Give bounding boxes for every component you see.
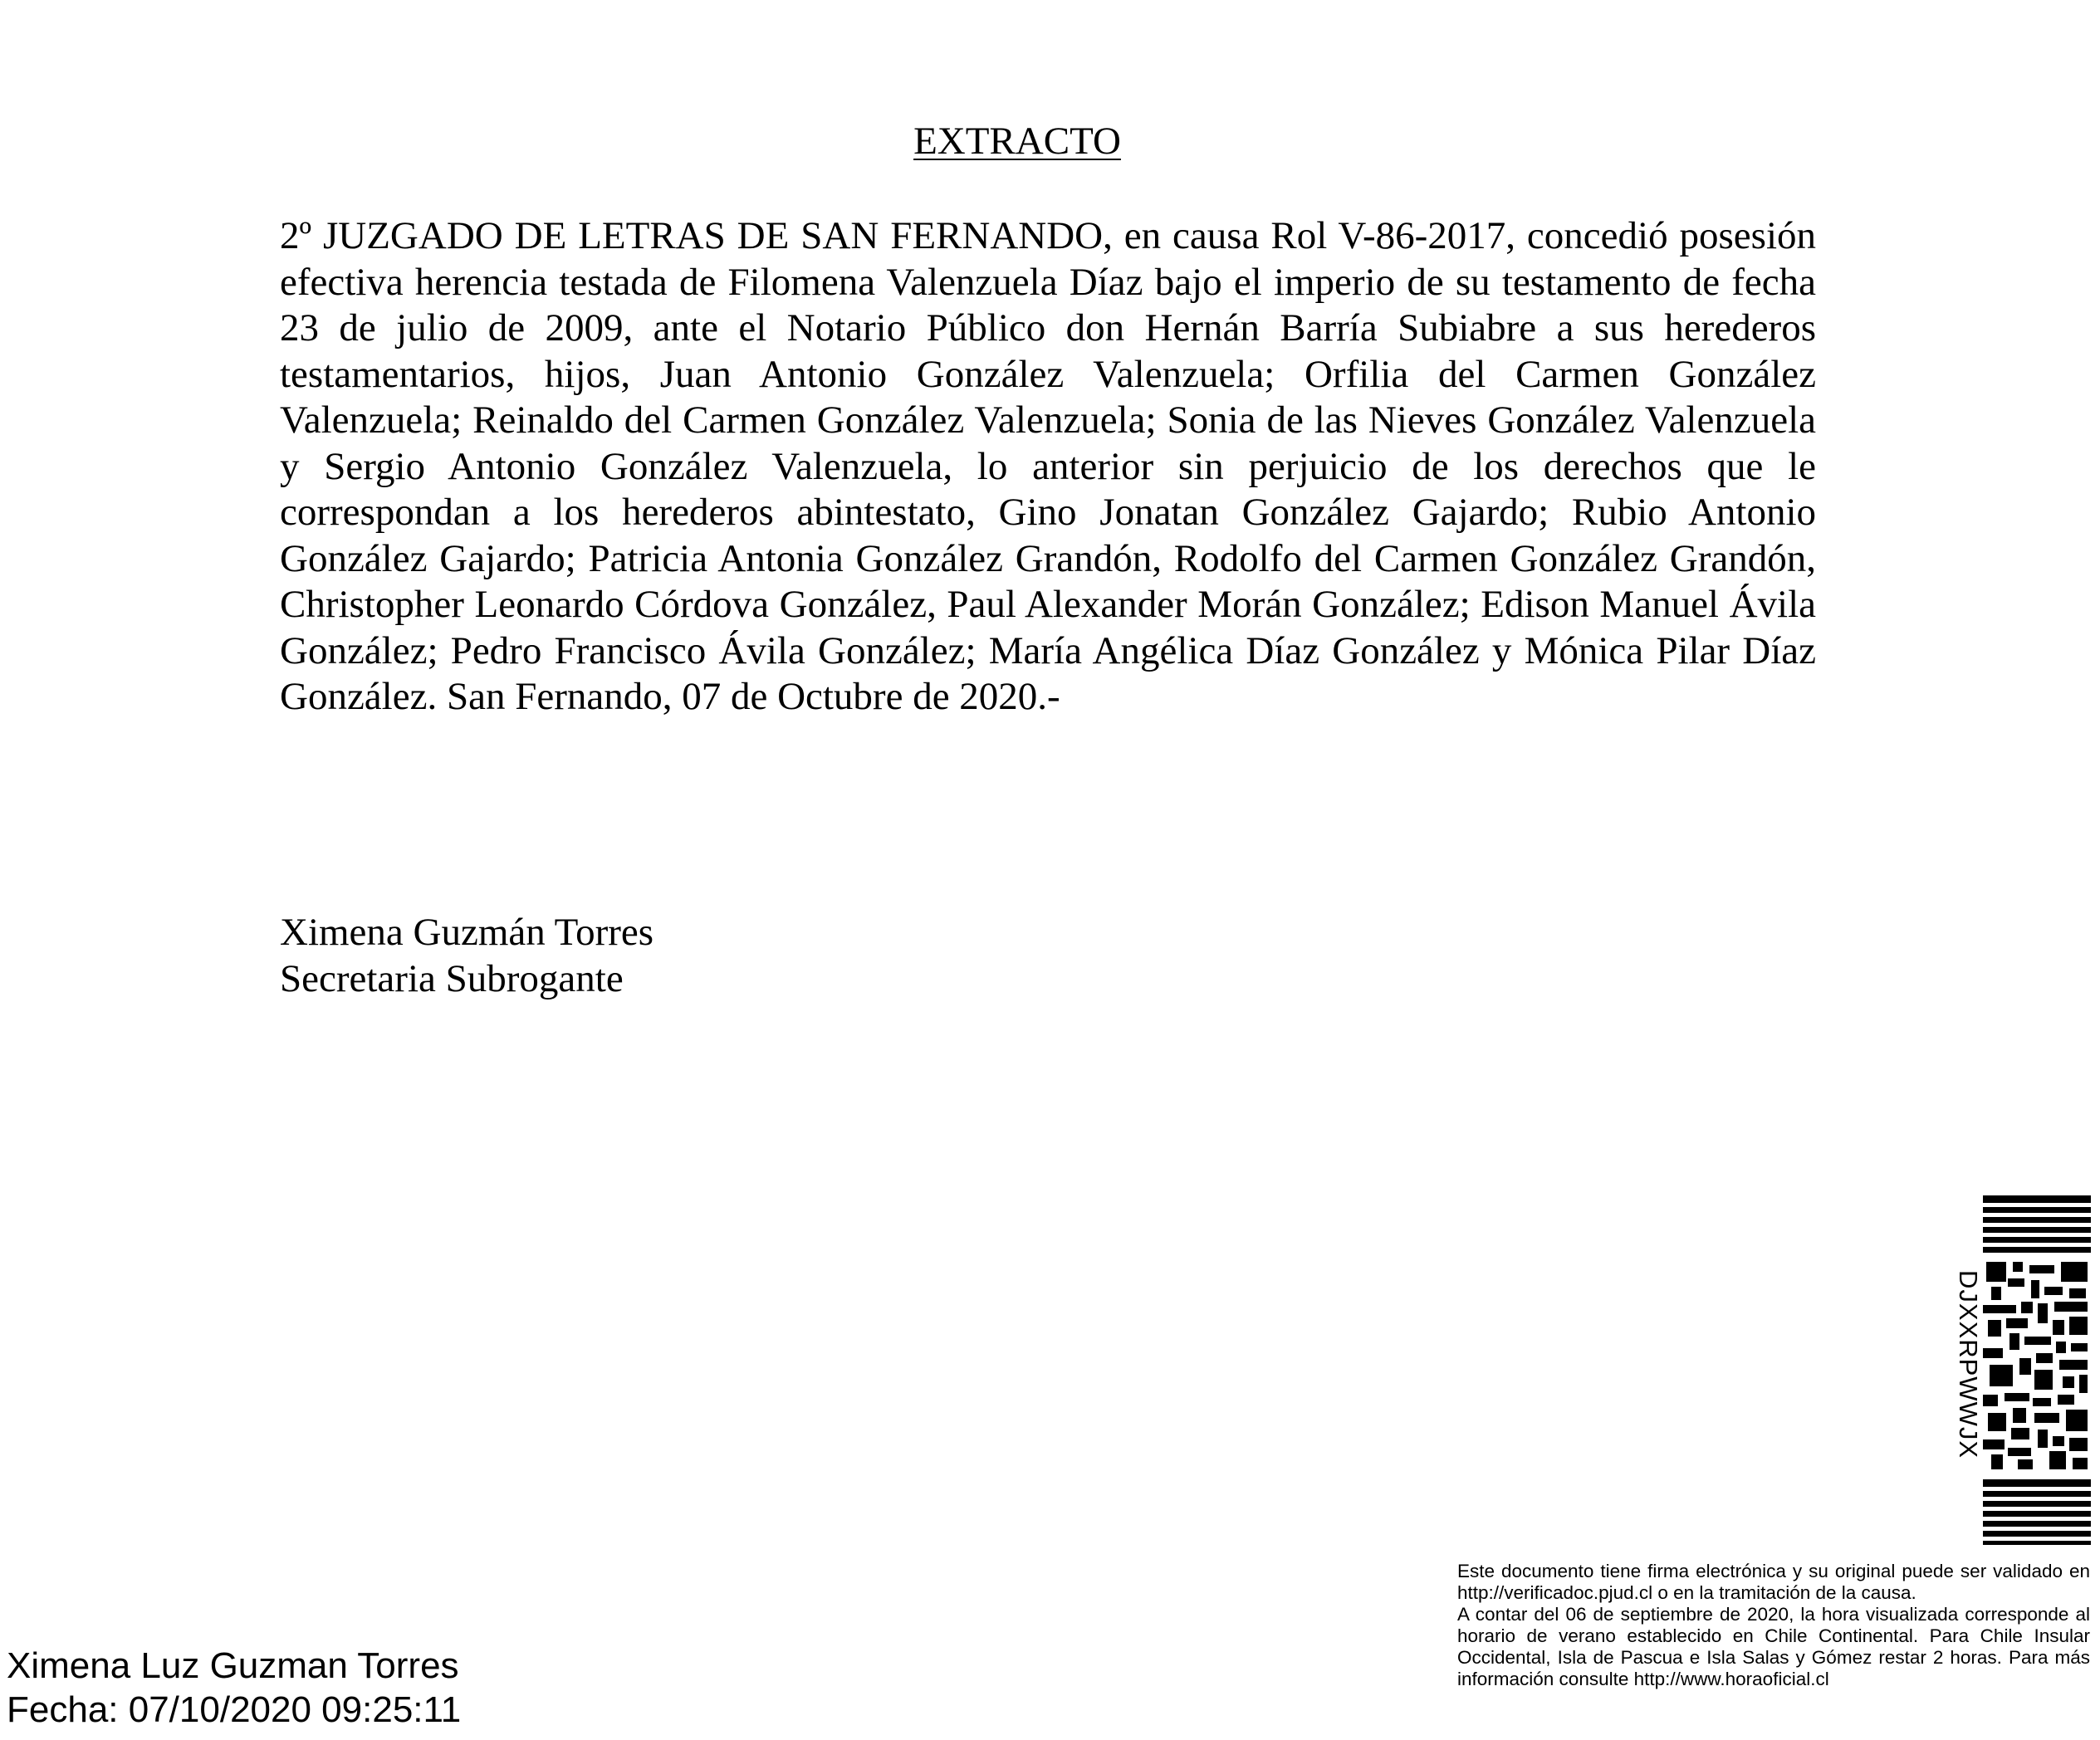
notice-validation-text: Este documento tiene firma electrónica y su original puede ser validado en http://verificadoc.pjud.cl o en la tramitación de la causa. (1457, 1561, 2090, 1603)
extract-body: 2º JUZGADO DE LETRAS DE SAN FERNANDO, en causa Rol V-86-2017, concedió posesión efectiva herencia testada de Filomena Valenzuela Díaz bajo el imperio de su testamento de fecha 23 de julio de 2009, ante el Notario Público don Hernán Barría Subiabre a sus herederos testamentarios, hijos, Juan Antonio González Valenzuela; Orfilia del Carmen González Valenzuela; Reinaldo del Carmen González Valenzuela; Sonia de las Nieves González Valenzuela y Sergio Antonio González Valenzuela, lo anterior sin perjuicio de los derechos que le correspondan a los herederos abintestato, Gino Jonatan González Gajardo; Rubio Antonio González Gajardo; Patricia Antonia González Grandón, Rodolfo del Carmen González Grandón, Christopher Leonardo Córdova González, Paul Alexander Morán González; Edison Manuel Ávila González; Pedro Francisco Ávila González; María Angélica Díaz González y Mónica Pilar Díaz González. San Fernando, 07 de Octubre de 2020.- (280, 214, 1816, 718)
document-title: EXTRACTO (913, 120, 1121, 163)
qr-matrix (1983, 1262, 2088, 1469)
qr-bottom-bars (1983, 1479, 2091, 1545)
signer-name: Ximena Luz Guzman Torres (7, 1645, 459, 1686)
signature-name: Ximena Guzmán Torres (280, 911, 654, 954)
verification-qr-icon (1983, 1195, 2091, 1546)
signer-stamp (7, 1644, 461, 1732)
qr-top-bars (1983, 1195, 2091, 1253)
notice-timezone-text: A contar del 06 de septiembre de 2020, la hora visualizada corresponde al horario de verano establecido en Chile Continental. Para Chile Insular Occidental, Isla de Pascua e Isla Salas y Gómez restar 2 horas. Para más información consulte http://www.horaoficial.cl (1457, 1604, 2090, 1689)
verification-code: DJXXRPWWJX (1954, 1270, 1983, 1459)
electronic-signature-notice (1457, 1561, 2090, 1690)
signature-role: Secretaria Subrogante (280, 957, 624, 1000)
signer-date: Fecha: 07/10/2020 09:25:11 (7, 1689, 462, 1730)
signature-block (280, 909, 653, 1002)
